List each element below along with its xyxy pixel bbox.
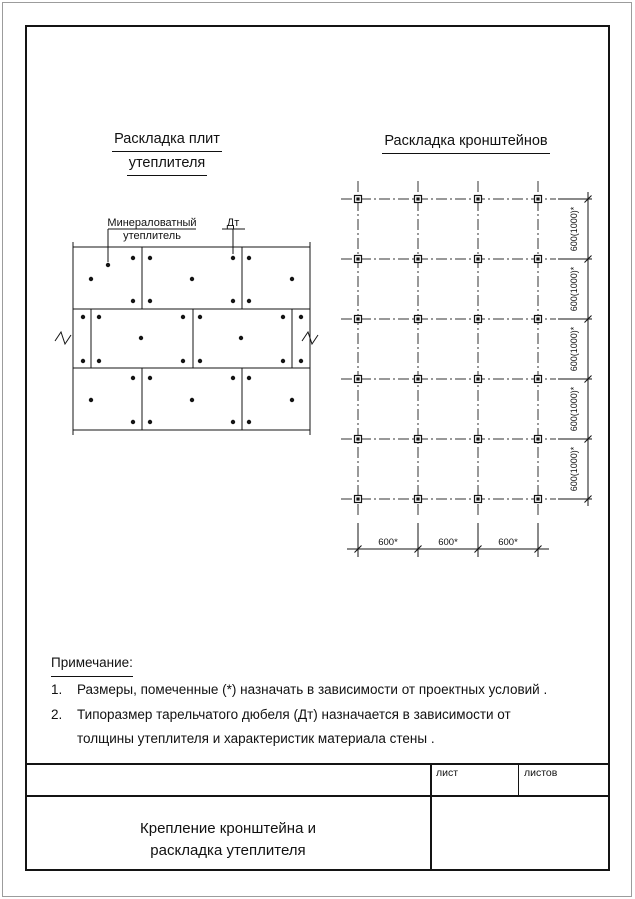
sheets-label: листов <box>524 767 558 779</box>
drawing-title-line2: раскладка утеплителя <box>150 842 306 859</box>
insulation-plates-diagram <box>50 205 335 445</box>
grid-centerlines <box>341 181 556 517</box>
note-1-number: 1. <box>51 682 63 697</box>
h-dim-label-1: 600* <box>378 537 398 548</box>
right-diagram-title <box>346 130 586 154</box>
insulation-leader-dot <box>106 263 110 267</box>
title-block-vertical-divider <box>430 763 432 869</box>
note-2-number: 2. <box>51 707 63 722</box>
notes-heading <box>51 650 599 677</box>
plate-outlines <box>73 242 310 435</box>
insulation-label-line2: утеплитель <box>123 230 181 242</box>
title-block-sheet-divider <box>518 765 519 796</box>
title-block-header-line <box>27 795 608 797</box>
left-diagram-title <box>92 128 242 176</box>
vertical-dimension-labels <box>569 206 579 491</box>
insulation-label-line1: Минераловатный <box>107 217 197 229</box>
drawing-title-line1: Крепление кронштейна и <box>140 820 316 837</box>
h-dim-label-2: 600* <box>438 537 458 548</box>
brackets-layout-diagram <box>335 160 617 570</box>
break-symbols <box>55 332 318 344</box>
v-dim-label-4: 600(1000)* <box>569 386 579 432</box>
notes-heading-text: Примечание: <box>51 650 133 677</box>
v-dim-label-5: 600(1000)* <box>569 446 579 492</box>
note-1-text: Размеры, помеченные (*) назначать в зависимости от проектных условий . <box>77 682 548 697</box>
notes-section <box>51 650 599 751</box>
break-symbol-left <box>55 332 71 344</box>
title-block-top-line <box>27 763 608 765</box>
v-dim-label-1: 600(1000)* <box>569 206 579 252</box>
v-dim-label-3: 600(1000)* <box>569 326 579 372</box>
dowel-dots <box>81 256 303 424</box>
horizontal-dimension-labels <box>378 537 518 548</box>
left-diagram-title-line1: Раскладка плит <box>112 128 222 152</box>
drawing-title <box>26 818 430 862</box>
left-diagram-title-line2: утеплителя <box>127 152 208 176</box>
note-2-text: Типоразмер тарельчатого дюбеля (Дт) назначается в зависимости от толщины утеплителя и характеристик материала стены . <box>77 707 511 746</box>
note-item-1 <box>51 678 599 702</box>
sheet-label: лист <box>436 767 459 779</box>
dowel-type-label: Дт <box>226 217 240 229</box>
h-dim-label-3: 600* <box>498 537 518 548</box>
bracket-markers <box>355 196 542 503</box>
right-diagram-title-text: Раскладка кронштейнов <box>382 130 549 154</box>
note-item-2 <box>51 703 599 751</box>
v-dim-label-2: 600(1000)* <box>569 266 579 312</box>
